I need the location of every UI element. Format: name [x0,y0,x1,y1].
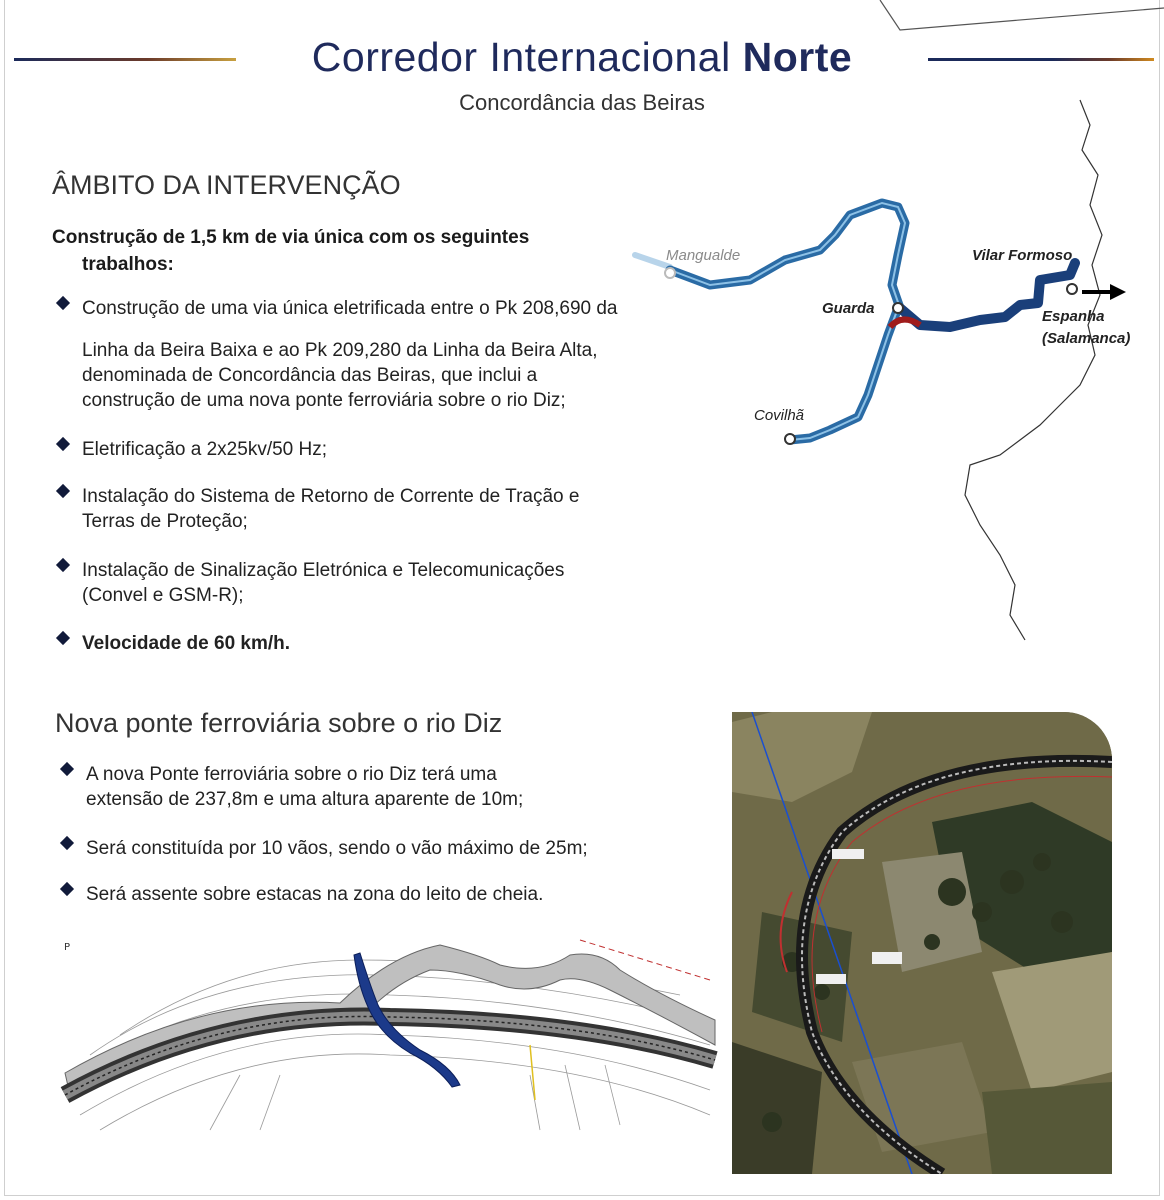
bullet-line: Será assente sobre estacas na zona do leito de cheia. [86,884,544,905]
bullet-item [62,836,702,861]
bullet-line: Velocidade de 60 km/h. [82,633,291,654]
route-mangualde-light [635,255,670,267]
title-regular: Corredor Internacional [311,34,731,80]
map-label-vilar-formoso: Vilar Formoso [972,247,1073,264]
page-subtitle: Concordância das Beiras [459,90,705,115]
border-line [965,100,1102,640]
map-label-mangualde: Mangualde [666,247,741,264]
map-label-guarda: Guarda [822,300,875,317]
bullet-item [58,558,698,608]
lead-text [52,224,632,278]
bullet-item [58,484,698,534]
bullet-line: extensão de 237,8m e uma altura aparente de 10m; [86,789,524,810]
map-label-covilha: Covilhã [754,407,805,424]
bullet-line: construção de uma nova ponte ferroviária sobre o rio Diz; [82,390,566,411]
station-guarda-icon [893,303,903,313]
route-map [620,95,1164,655]
page-title [0,34,1164,81]
map-label-salamanca: (Salamanca) [1042,330,1131,347]
bullet-item [58,437,698,462]
bullet-line: (Convel e GSM-R); [82,585,244,606]
aerial-photo-image [732,712,1112,1174]
bullet-item [62,762,702,812]
bullet-line: A nova Ponte ferroviária sobre o rio Diz terá uma [86,764,497,785]
bullet-line: Será constituída por 10 vãos, sendo o vão máximo de 25m; [86,838,588,859]
bullet-line: Instalação de Sinalização Eletrónica e Telecomunicações [82,560,565,581]
bullet-item [58,631,698,656]
station-mangualde-icon [665,268,675,278]
bullet-line: Instalação do Sistema de Retorno de Corrente de Tração e [82,486,580,507]
lead-line-1: Construção de 1,5 km de via única com os seguintes [52,227,530,248]
bullet-item [62,882,702,907]
bullet-line: Terras de Proteção; [82,511,248,532]
lead-line-2: trabalhos: [82,254,174,275]
aerial-photo [732,712,1112,1174]
station-vilar-formoso-icon [1067,284,1077,294]
section-heading-ponte: Nova ponte ferroviária sobre o rio Diz [55,708,503,738]
station-covilha-icon [785,434,795,444]
section-heading-ambito: ÂMBITO DA INTERVENÇÃO [52,170,401,200]
map-label-espanha: Espanha [1042,308,1105,325]
title-bold: Norte [742,34,853,80]
route-beira-baixa [790,308,898,440]
svg-text:P: P [64,942,71,953]
bridge-plan-drawing [60,925,720,1140]
bullet-line: Linha da Beira Baixa e ao Pk 209,280 da Linha da Beira Alta, [82,340,598,361]
bullet-line: denominada de Concordância das Beiras, que inclui a [82,365,538,386]
bullet-line: Construção de uma via única eletrificada entre o Pk 208,690 da [82,298,618,319]
bullet-item [58,296,718,413]
bullet-line: Eletrificação a 2x25kv/50 Hz; [82,439,328,460]
